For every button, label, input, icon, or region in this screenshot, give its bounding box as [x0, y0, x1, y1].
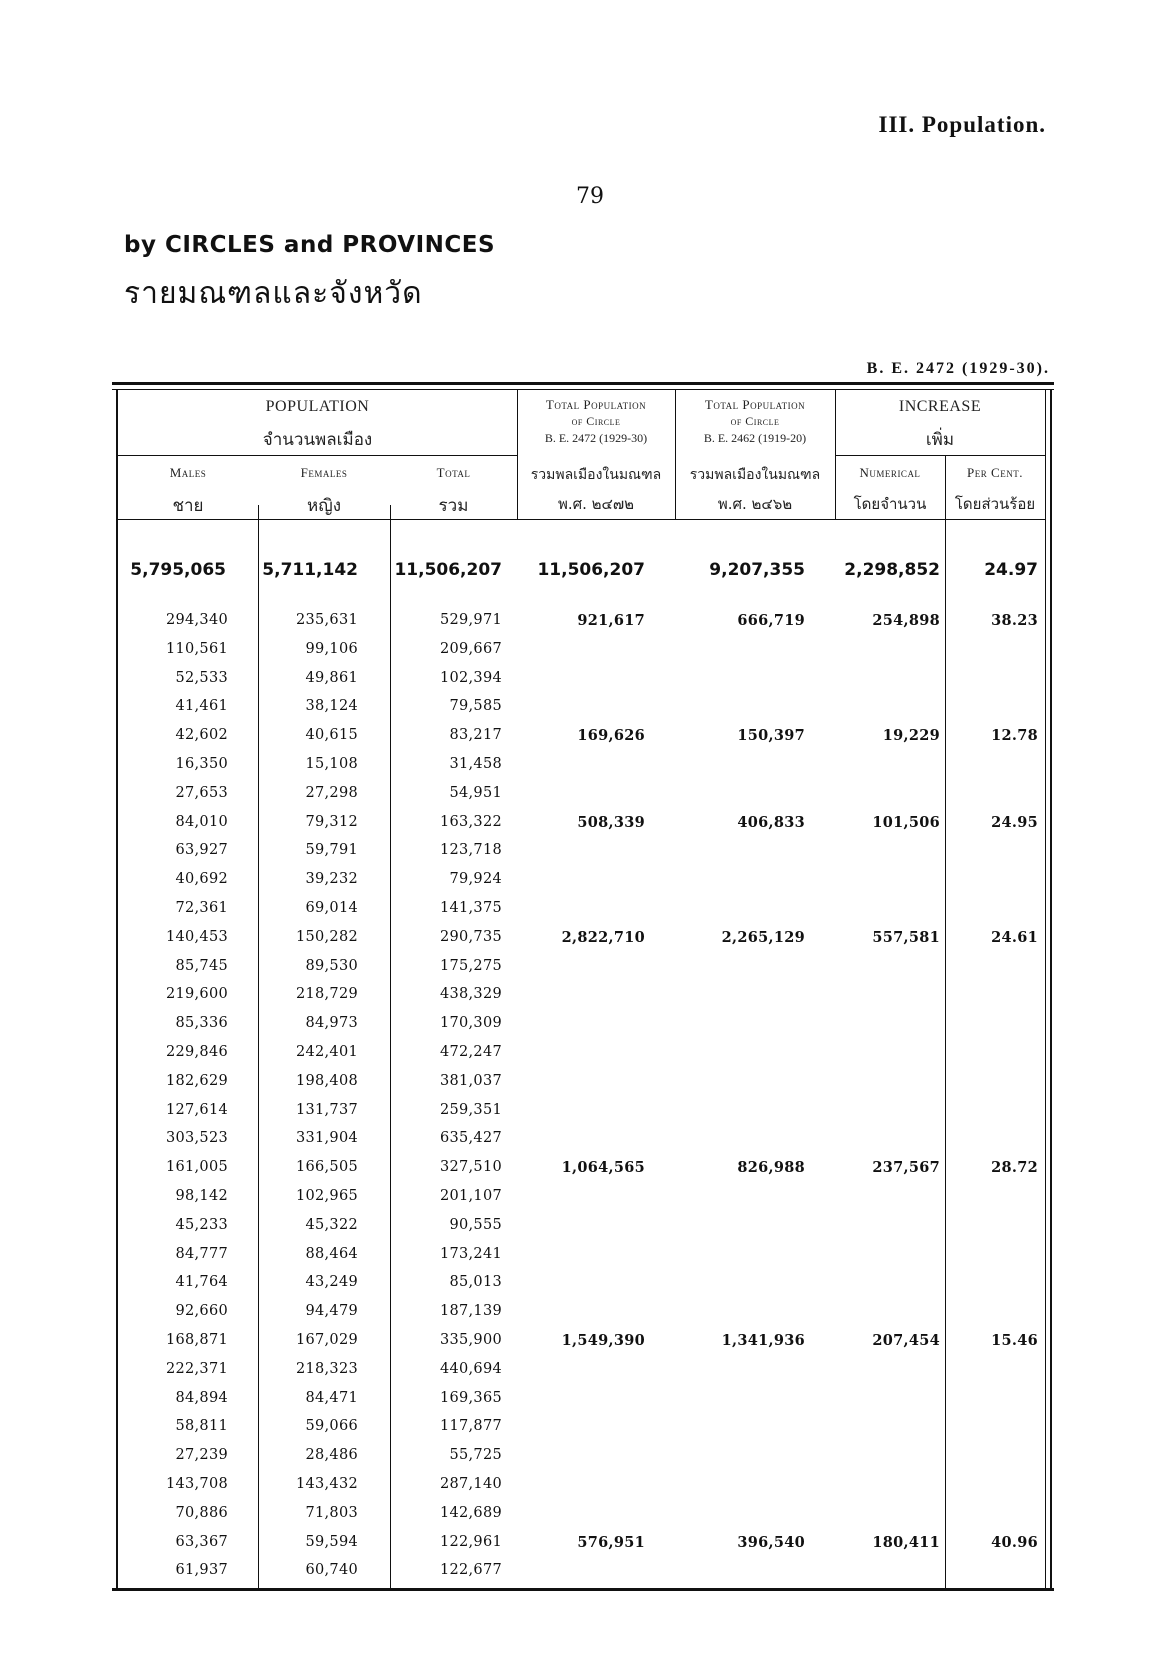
- cell-total: 55,725: [449, 1447, 502, 1464]
- cell-females: 198,408: [295, 1072, 358, 1089]
- cell-males: 45,233: [175, 1216, 228, 1233]
- cell-females: 45,322: [305, 1216, 358, 1233]
- cell-c2462: 666,719: [737, 612, 805, 629]
- cell-total: 102,394: [439, 669, 502, 686]
- cell-females: 218,323: [295, 1360, 358, 1377]
- subtitle-thai: รายมณฑลและจังหวัด: [124, 276, 423, 311]
- cell-males: 219,600: [165, 986, 228, 1003]
- cell-total: 169,365: [439, 1389, 502, 1406]
- header-circle-2472-thai: รวมพลเมืองในมณฑล: [530, 467, 662, 483]
- header-circle-2472-line3: B. E. 2472 (1929-30): [544, 431, 648, 445]
- cell-c2462: 1,341,936: [721, 1332, 805, 1349]
- cell-males: 27,653: [175, 784, 228, 801]
- cell-females: 79,312: [305, 813, 358, 830]
- cell-total: 635,427: [439, 1130, 502, 1147]
- table-top-rule: [112, 382, 1054, 385]
- cell-total: 123,718: [439, 842, 502, 859]
- header-percent: Per Cent.: [967, 465, 1023, 480]
- cell-pct: 15.46: [991, 1332, 1038, 1349]
- cell-females: 59,066: [305, 1418, 358, 1435]
- grand-total-numerical: 2,298,852: [844, 560, 940, 580]
- cell-females: 38,124: [305, 698, 358, 715]
- cell-c2472: 1,549,390: [561, 1332, 645, 1349]
- cell-pct: 38.23: [991, 612, 1038, 629]
- cell-females: 60,740: [305, 1562, 358, 1579]
- header-increase: INCREASE: [898, 398, 982, 415]
- table-right-border: [1050, 389, 1052, 1588]
- header-increase-thai: เพิ่ม: [925, 430, 955, 450]
- cell-total: 440,694: [439, 1360, 502, 1377]
- table-top-rule-inner: [112, 389, 1054, 390]
- cell-c2472: 2,822,710: [561, 928, 645, 946]
- cell-total: 472,247: [439, 1044, 502, 1060]
- increase-subheader-rule: [835, 455, 1045, 456]
- cell-total: 163,322: [439, 813, 502, 830]
- population-subheader-rule: [118, 455, 517, 456]
- header-circle-2462-line1: Total Population: [704, 397, 806, 412]
- header-circle-2472-thai-year: พ.ศ. ๒๔๗๒: [557, 495, 635, 513]
- table-right-border-inner: [1045, 389, 1046, 1588]
- header-numerical-thai: โดยจำนวน: [853, 495, 927, 513]
- cell-total: 290,735: [439, 928, 502, 945]
- cell-females: 27,298: [305, 784, 358, 801]
- header-bottom-rule: [118, 519, 1045, 520]
- grand-total-circle-2472: 11,506,207: [537, 560, 645, 580]
- cell-females: 15,108: [305, 756, 358, 772]
- cell-females: 84,973: [305, 1015, 358, 1032]
- cell-females: 94,479: [305, 1303, 358, 1320]
- cell-num: 19,229: [882, 727, 940, 745]
- cell-total: 85,013: [449, 1274, 502, 1291]
- header-circle-2472-line1: Total Population: [545, 397, 647, 412]
- grand-total-males: 5,795,065: [130, 560, 226, 580]
- cell-total: 79,585: [449, 698, 502, 715]
- page-number: 79: [576, 184, 604, 209]
- cell-total: 79,924: [449, 871, 502, 888]
- cell-males: 92,660: [175, 1303, 228, 1320]
- cell-males: 16,350: [175, 756, 228, 772]
- cell-num: 207,454: [872, 1332, 940, 1349]
- cell-total: 31,458: [449, 756, 502, 772]
- cell-c2462: 2,265,129: [721, 928, 805, 946]
- cell-total: 438,329: [439, 986, 502, 1003]
- cell-females: 242,401: [295, 1044, 358, 1060]
- cell-males: 41,461: [175, 698, 228, 715]
- header-percent-thai: โดยส่วนร้อย: [954, 495, 1036, 513]
- cell-males: 84,894: [175, 1389, 228, 1406]
- cell-males: 127,614: [165, 1101, 228, 1118]
- header-circle-2462-thai: รวมพลเมืองในมณฑล: [689, 467, 821, 483]
- cell-males: 222,371: [165, 1360, 228, 1377]
- cell-females: 143,432: [295, 1476, 358, 1492]
- cell-females: 166,505: [295, 1159, 358, 1176]
- cell-pct: 12.78: [991, 727, 1038, 745]
- cell-males: 98,142: [175, 1188, 228, 1204]
- cell-females: 218,729: [295, 986, 358, 1003]
- cell-total: 83,217: [449, 727, 502, 744]
- header-population-thai: จำนวนพลเมือง: [262, 430, 373, 450]
- cell-total: 170,309: [439, 1015, 502, 1032]
- cell-c2472: 508,339: [577, 813, 645, 831]
- header-circle-2472-line2: of Circle: [571, 414, 621, 428]
- header-males: Males: [169, 465, 207, 480]
- cell-num: 101,506: [872, 813, 940, 831]
- cell-males: 85,336: [175, 1015, 228, 1032]
- cell-females: 59,594: [305, 1533, 358, 1550]
- subtitle-english: by CIRCLES and PROVINCES: [124, 232, 496, 258]
- cell-females: 88,464: [305, 1245, 358, 1262]
- cell-females: 131,737: [295, 1101, 358, 1118]
- cell-total: 122,677: [439, 1562, 502, 1579]
- cell-females: 84,471: [305, 1389, 358, 1406]
- cell-total: 209,667: [439, 640, 502, 657]
- cell-females: 39,232: [305, 871, 358, 888]
- cell-total: 117,877: [439, 1418, 502, 1435]
- cell-c2472: 169,626: [577, 727, 645, 745]
- cell-total: 90,555: [449, 1216, 502, 1233]
- cell-females: 89,530: [305, 957, 358, 974]
- grand-total-females: 5,711,142: [262, 560, 358, 580]
- cell-females: 99,106: [305, 640, 358, 657]
- cell-females: 102,965: [295, 1188, 358, 1204]
- cell-total: 287,140: [439, 1476, 502, 1492]
- cell-males: 70,886: [175, 1504, 228, 1521]
- cell-num: 557,581: [872, 928, 940, 946]
- cell-total: 529,971: [439, 612, 502, 628]
- cell-c2462: 396,540: [737, 1533, 805, 1551]
- cell-males: 42,602: [175, 727, 228, 744]
- header-circle-2462-line3: B. E. 2462 (1919-20): [703, 431, 807, 445]
- cell-females: 71,803: [305, 1504, 358, 1521]
- header-males-thai: ชาย: [172, 496, 204, 516]
- cell-females: 69,014: [305, 900, 358, 916]
- cell-pct: 40.96: [991, 1533, 1038, 1551]
- cell-total: 141,375: [439, 900, 502, 916]
- cell-males: 294,340: [165, 612, 228, 628]
- cell-males: 72,361: [175, 900, 228, 916]
- cell-c2462: 826,988: [737, 1159, 805, 1177]
- cell-total: 187,139: [439, 1303, 502, 1320]
- cell-total: 381,037: [439, 1072, 502, 1089]
- cell-total: 335,900: [439, 1332, 502, 1348]
- cell-females: 150,282: [295, 928, 358, 945]
- cell-males: 41,764: [175, 1274, 228, 1291]
- cell-pct: 24.95: [991, 813, 1038, 831]
- cell-c2472: 1,064,565: [561, 1159, 645, 1177]
- cell-males: 161,005: [165, 1159, 228, 1176]
- cell-males: 85,745: [175, 957, 228, 974]
- header-population: POPULATION: [265, 398, 370, 415]
- cell-total: 327,510: [439, 1159, 502, 1176]
- cell-pct: 28.72: [991, 1159, 1038, 1177]
- header-females: Females: [300, 465, 348, 480]
- cell-males: 58,811: [175, 1418, 228, 1435]
- cell-males: 61,937: [175, 1562, 228, 1579]
- cell-total: 142,689: [439, 1504, 502, 1521]
- cell-males: 168,871: [165, 1332, 228, 1348]
- cell-c2462: 406,833: [737, 813, 805, 831]
- cell-males: 229,846: [165, 1044, 228, 1060]
- cell-females: 49,861: [305, 669, 358, 686]
- cell-c2472: 576,951: [577, 1533, 645, 1551]
- cell-males: 84,777: [175, 1245, 228, 1262]
- cell-males: 303,523: [165, 1130, 228, 1147]
- table-bottom-rule: [112, 1588, 1054, 1591]
- header-total-thai: รวม: [438, 496, 469, 516]
- cell-total: 259,351: [439, 1101, 502, 1118]
- cell-males: 27,239: [175, 1447, 228, 1464]
- cell-total: 173,241: [439, 1245, 502, 1262]
- cell-males: 140,453: [165, 928, 228, 945]
- cell-total: 122,961: [439, 1533, 502, 1550]
- cell-num: 254,898: [872, 612, 940, 629]
- cell-males: 63,927: [175, 842, 228, 859]
- cell-males: 143,708: [165, 1476, 228, 1492]
- cell-c2462: 150,397: [737, 727, 805, 745]
- header-circle-2462-line2: of Circle: [730, 414, 780, 428]
- cell-females: 331,904: [295, 1130, 358, 1147]
- cell-males: 63,367: [175, 1533, 228, 1550]
- cell-males: 52,533: [175, 669, 228, 686]
- grand-total-circle-2462: 9,207,355: [709, 560, 805, 580]
- header-females-thai: หญิง: [307, 496, 341, 516]
- grand-total-percent: 24.97: [984, 560, 1038, 580]
- header-total: Total: [436, 465, 471, 480]
- section-heading: III. Population.: [878, 112, 1046, 137]
- header-numerical: Numerical: [859, 465, 921, 480]
- cell-females: 235,631: [295, 612, 358, 628]
- cell-females: 28,486: [305, 1447, 358, 1464]
- cell-c2472: 921,617: [577, 612, 645, 629]
- cell-total: 54,951: [449, 784, 502, 801]
- cell-females: 40,615: [305, 727, 358, 744]
- cell-females: 167,029: [295, 1332, 358, 1348]
- cell-males: 182,629: [165, 1072, 228, 1089]
- cell-pct: 24.61: [991, 928, 1038, 946]
- cell-num: 237,567: [872, 1159, 940, 1177]
- grand-total-total: 11,506,207: [394, 560, 502, 580]
- cell-females: 59,791: [305, 842, 358, 859]
- cell-males: 40,692: [175, 871, 228, 888]
- cell-total: 201,107: [439, 1188, 502, 1204]
- cell-num: 180,411: [872, 1533, 940, 1551]
- cell-total: 175,275: [439, 957, 502, 974]
- year-label: B. E. 2472 (1929-30).: [866, 360, 1050, 377]
- cell-males: 84,010: [175, 813, 228, 830]
- cell-females: 43,249: [305, 1274, 358, 1291]
- header-circle-2462-thai-year: พ.ศ. ๒๔๖๒: [717, 495, 793, 513]
- cell-males: 110,561: [165, 640, 228, 657]
